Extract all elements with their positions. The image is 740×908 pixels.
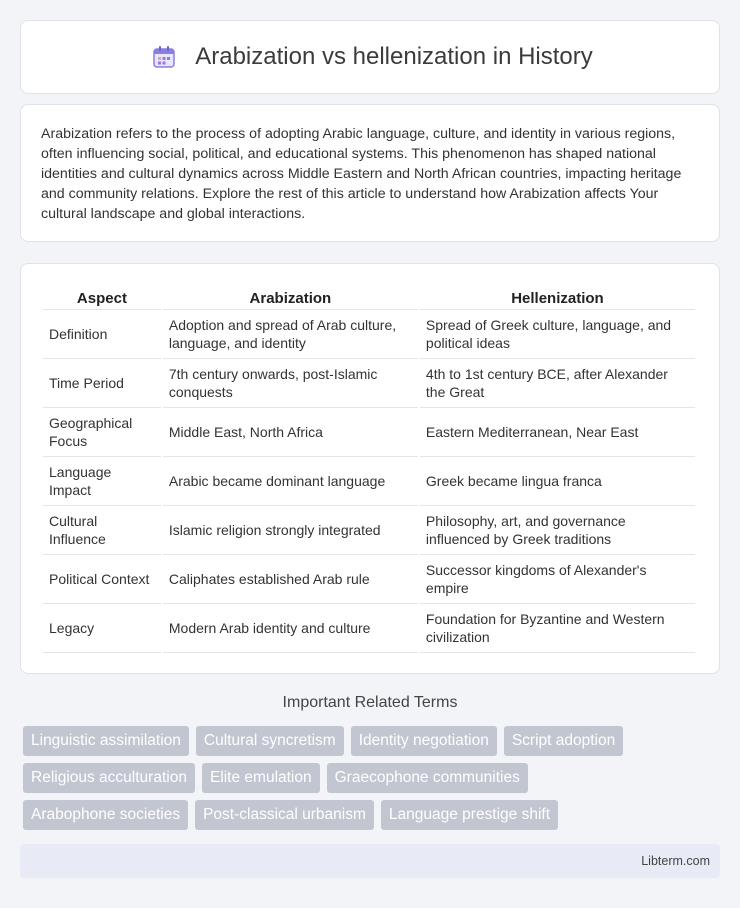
related-term-tag[interactable]: Script adoption	[504, 726, 623, 756]
table-row	[43, 457, 695, 506]
cell-hellenization: Spread of Greek culture, language, and political ideas	[420, 310, 695, 359]
table-row	[43, 408, 695, 457]
cell-arabization: Islamic religion strongly integrated	[163, 506, 418, 555]
cell-aspect: Legacy	[43, 604, 161, 653]
related-term-tag[interactable]: Identity negotiation	[351, 726, 497, 756]
related-terms-title: Important Related Terms	[282, 694, 458, 711]
footer-site-link[interactable]: Libterm.com	[641, 854, 710, 868]
related-term-tag[interactable]: Elite emulation	[202, 763, 320, 793]
related-term-tag[interactable]: Religious acculturation	[23, 763, 195, 793]
table-row	[43, 506, 695, 555]
title-wrap	[147, 40, 593, 74]
cell-hellenization: Greek became lingua franca	[420, 457, 695, 506]
cell-hellenization: 4th to 1st century BCE, after Alexander the Great	[420, 359, 695, 408]
tag-row	[23, 726, 713, 756]
cell-arabization: Arabic became dominant language	[163, 457, 418, 506]
related-term-tag[interactable]: Linguistic assimilation	[23, 726, 189, 756]
intro-text: Arabization refers to the process of adopting Arabic language, culture, and identity in various regions, often influencing social, political, and educational systems. This phenomenon has shaped national identities and cultural dynamics across Middle Eastern and North African countries, impacting heritage and community relations. Explore the rest of this article to understand how Arabization affects Your cultural landscape and global interactions.	[41, 126, 682, 222]
cell-hellenization: Foundation for Byzantine and Western civilization	[420, 604, 695, 653]
related-term-tag[interactable]: Arabophone societies	[23, 800, 188, 830]
related-term-tag[interactable]: Language prestige shift	[381, 800, 558, 830]
cell-aspect: Language Impact	[43, 457, 161, 506]
cell-aspect: Cultural Influence	[43, 506, 161, 555]
cell-aspect: Time Period	[43, 359, 161, 408]
footer	[20, 844, 720, 878]
cell-aspect: Political Context	[43, 555, 161, 604]
calendar-icon	[147, 40, 181, 74]
table-row	[43, 555, 695, 604]
cell-arabization: Caliphates established Arab rule	[163, 555, 418, 604]
cell-hellenization: Philosophy, art, and governance influenced by Greek traditions	[420, 506, 695, 555]
header-card	[20, 20, 720, 94]
intro-card	[20, 104, 720, 242]
cell-arabization: Adoption and spread of Arab culture, language, and identity	[163, 310, 418, 359]
header-aspect: Aspect	[43, 284, 161, 310]
comparison-table-card	[20, 263, 720, 674]
page-title: Arabization vs hellenization in History	[195, 43, 593, 70]
header-hellenization: Hellenization	[420, 284, 695, 310]
header-arabization: Arabization	[163, 284, 418, 310]
table-row	[43, 310, 695, 359]
cell-arabization: Middle East, North Africa	[163, 408, 418, 457]
related-term-tag[interactable]: Graecophone communities	[327, 763, 528, 793]
comparison-table	[41, 284, 697, 653]
table-header-row	[43, 284, 695, 310]
related-term-tag[interactable]: Cultural syncretism	[196, 726, 344, 756]
tag-row	[23, 800, 713, 830]
table-row	[43, 359, 695, 408]
cell-hellenization: Eastern Mediterranean, Near East	[420, 408, 695, 457]
tag-row	[23, 763, 713, 793]
table-row	[43, 604, 695, 653]
cell-arabization: 7th century onwards, post-Islamic conquests	[163, 359, 418, 408]
related-term-tag[interactable]: Post-classical urbanism	[195, 800, 374, 830]
cell-aspect: Definition	[43, 310, 161, 359]
cell-aspect: Geographical Focus	[43, 408, 161, 457]
cell-arabization: Modern Arab identity and culture	[163, 604, 418, 653]
cell-hellenization: Successor kingdoms of Alexander's empire	[420, 555, 695, 604]
related-terms-list	[23, 726, 713, 837]
